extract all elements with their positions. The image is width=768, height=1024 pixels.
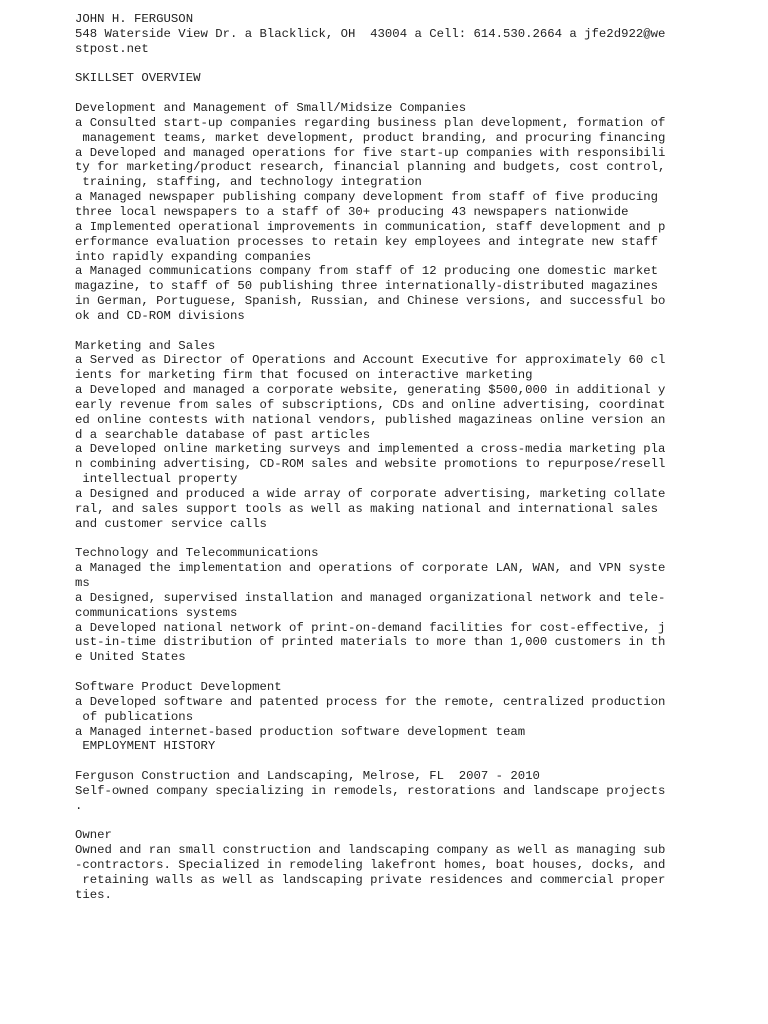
resume-line: early revenue from sales of subscriptions, CDs and online advertising, coordinat: [75, 397, 666, 412]
resume-line: [75, 324, 755, 339]
resume-line: a Developed and managed operations for five start-up companies with responsibili: [75, 145, 666, 160]
resume-line: Development and Management of Small/Midsize Companies: [75, 101, 467, 116]
resume-line: a Managed the implementation and operations of corporate LAN, WAN, and VPN syste: [75, 561, 666, 576]
resume-line: communications systems: [75, 605, 238, 620]
resume-line: [75, 57, 755, 72]
resume-line: a Implemented operational improvements in communication, staff development and p: [75, 219, 666, 234]
resume-line: EMPLOYMENT HISTORY: [75, 739, 216, 754]
resume-line: a Developed and managed a corporate website, generating $500,000 in additional y: [75, 383, 666, 398]
resume-line: a Designed and produced a wide array of corporate advertising, marketing collate: [75, 487, 666, 501]
resume-line: Self-owned company specializing in remodels, restorations and landscape projects: [75, 783, 666, 798]
resume-line: in German, Portuguese, Spanish, Russian, and Chinese versions, and successful bo: [75, 294, 666, 309]
resume-line: SKILLSET OVERVIEW: [75, 71, 201, 86]
resume-document: [75, 12, 755, 903]
resume-line: .: [75, 798, 83, 813]
resume-line: 548 Waterside View Dr. a Blacklick, OH 43004 a Cell: 614.530.2664 a jfe2d922@we: [75, 26, 666, 41]
resume-line: and customer service calls: [75, 516, 267, 531]
resume-line: n combining advertising, CD-ROM sales and website promotions to repurpose/resell: [75, 457, 666, 472]
resume-line: a Managed communications company from staff of 12 producing one domestic market: [75, 264, 658, 279]
resume-line: [75, 532, 755, 547]
resume-line: Marketing and Sales: [75, 338, 216, 353]
resume-line: a Developed online marketing surveys and implemented a cross-media marketing pla: [75, 442, 666, 457]
resume-line: a Managed internet-based production software development team: [75, 724, 526, 739]
resume-line: [75, 86, 755, 101]
resume-line: of publications: [75, 709, 194, 724]
resume-line: Owned and ran small construction and landscaping company as well as managing sub: [75, 843, 666, 858]
resume-line: erformance evaluation processes to retain key employees and integrate new staff: [75, 234, 658, 249]
resume-line: three local newspapers to a staff of 30+ producing 43 newspapers nationwide: [75, 204, 629, 219]
resume-line: ms: [75, 576, 90, 591]
resume-line: a Designed, supervised installation and managed organizational network and tele-: [75, 590, 666, 605]
resume-line: JOHN H. FERGUSON: [75, 12, 194, 26]
resume-line: a Developed national network of print-on-demand facilities for cost-effective, j: [75, 620, 666, 635]
resume-line: ral, and sales support tools as well as making national and international sales: [75, 501, 658, 516]
resume-line: Owner: [75, 828, 112, 843]
resume-line: a Developed software and patented process for the remote, centralized production: [75, 694, 666, 709]
resume-line: retaining walls as well as landscaping private residences and commercial proper: [75, 872, 666, 887]
resume-line: [75, 754, 755, 769]
resume-line: ust-in-time distribution of printed materials to more than 1,000 customers in th: [75, 635, 666, 650]
resume-line: stpost.net: [75, 41, 149, 56]
resume-line: Ferguson Construction and Landscaping, Melrose, FL 2007 - 2010: [75, 769, 540, 784]
resume-line: management teams, market development, product branding, and procuring financing: [75, 130, 666, 145]
resume-line: a Served as Director of Operations and Account Executive for approximately 60 cl: [75, 353, 666, 368]
resume-line: ok and CD-ROM divisions: [75, 308, 245, 323]
resume-line: a Consulted start-up companies regarding business plan development, formation of: [75, 115, 666, 130]
resume-line: intellectual property: [75, 472, 238, 487]
resume-line: ty for marketing/product research, financial planning and budgets, cost control,: [75, 160, 666, 175]
resume-line: [75, 814, 755, 829]
resume-line: [75, 665, 755, 680]
resume-line: training, staffing, and technology integration: [75, 175, 422, 190]
resume-line: ed online contests with national vendors, published magazineas online version an: [75, 412, 666, 427]
resume-line: d a searchable database of past articles: [75, 427, 371, 442]
resume-line: ients for marketing firm that focused on interactive marketing: [75, 368, 533, 383]
resume-line: -contractors. Specialized in remodeling lakefront homes, boat houses, docks, and: [75, 858, 666, 873]
resume-line: e United States: [75, 650, 186, 665]
resume-line: ties.: [75, 887, 112, 902]
resume-line: Software Product Development: [75, 679, 282, 694]
resume-line: into rapidly expanding companies: [75, 249, 312, 264]
resume-line: magazine, to staff of 50 publishing three internationally-distributed magazines: [75, 279, 658, 294]
resume-line: a Managed newspaper publishing company development from staff of five producing: [75, 190, 658, 205]
resume-line: Technology and Telecommunications: [75, 546, 319, 561]
